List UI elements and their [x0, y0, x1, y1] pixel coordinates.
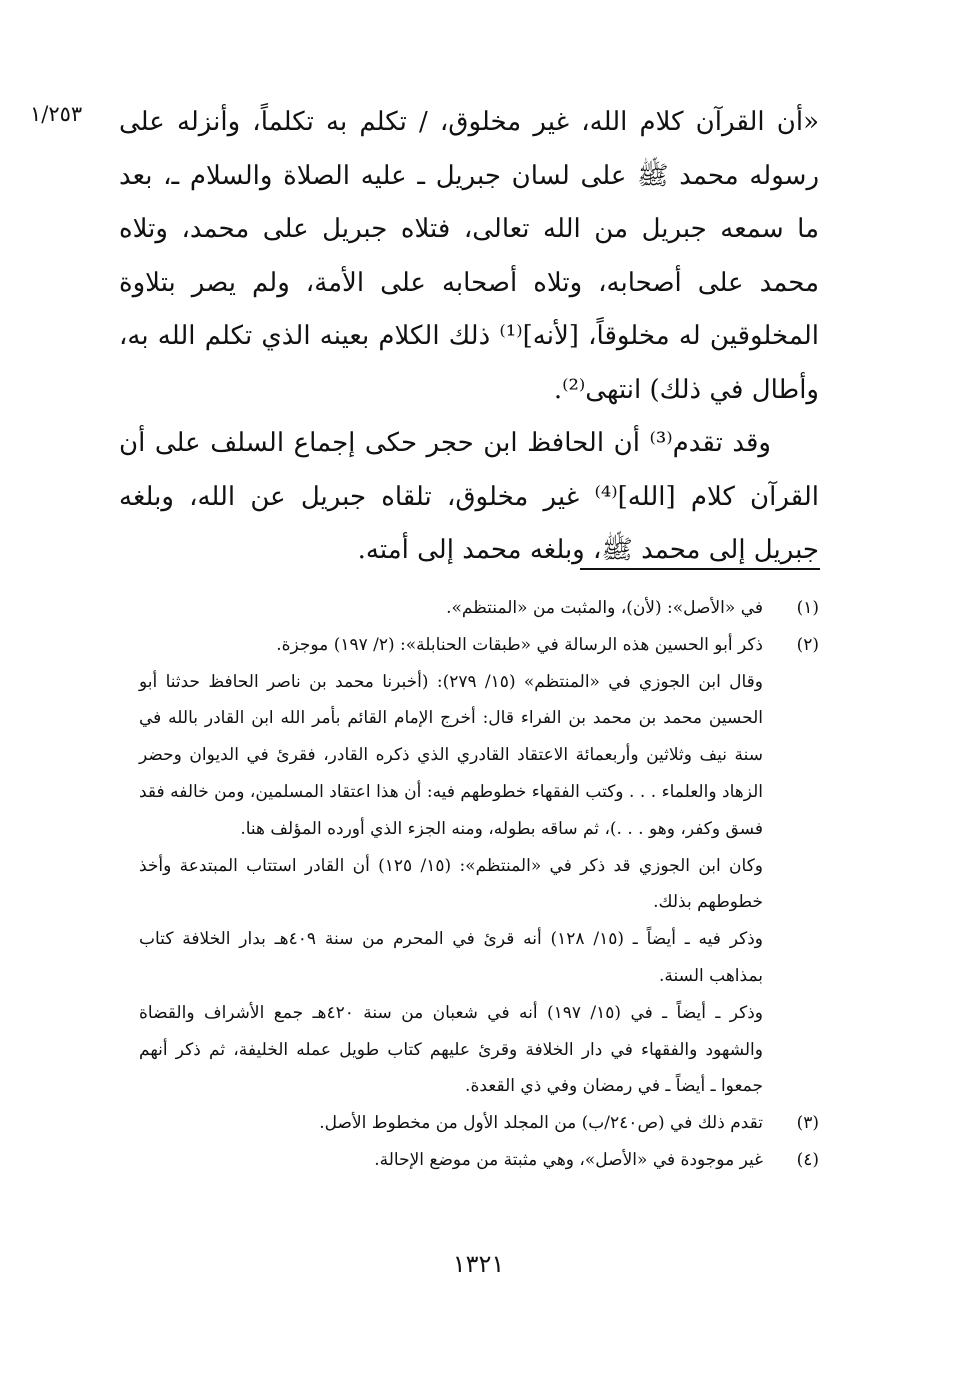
footnote-text: غير موجودة في «الأصل»، وهي مثبتة من موضع الإحالة.: [374, 1149, 763, 1170]
footnote-text: ذكر أبو الحسين هذه الرسالة في «طبقات الحنابلة»: (٢/ ١٩٧) موجزة.: [276, 634, 763, 655]
footnote-paragraph: وذكر ـ أيضاً ـ في (١٥/ ١٩٧) أنه في شعبان من سنة ٤٢٠هـ جمع الأشراف والقضاة والشهود والفقهاء في دار الخلافة وقرئ عليهم كتاب طويل عمله الخليفة، ثم ذكر أنهم جمعوا ـ أيضاً ـ في رمضان وفي ذي القعدة.: [139, 1002, 763, 1097]
footnote-separator: [580, 568, 820, 570]
footnote-paragraph: وقال ابن الجوزي في «المنتظم» (١٥/ ٢٧٩): (أخبرنا محمد بن ناصر الحافظ حدثنا أبو الحسين محمد بن محمد بن الفراء قال: أخرج الإمام القائم بأمر الله ابن القادر بالله في سنة نيف وثلاثين وأربعمائة الاعتقاد القادري الذي ذكره القادر، فقرئ في الديوان وحضر الزهاد والعلماء . . . وكتب الفقهاء خطوطهم فيه: أن هذا اعتقاد المسلمين، ومن خالفه فقد فسق وكفر، وهو . . .)، ثم ساقه بطوله، ومنه الجزء الذي أورده المؤلف هنا.: [139, 671, 763, 839]
footnote-2-continuation: [139, 664, 819, 1106]
margin-page-reference: ١/٢٥٣: [30, 102, 83, 126]
footnote-4: [139, 1142, 819, 1179]
footnote-paragraph: وذكر فيه ـ أيضاً ـ (١٥/ ١٢٨) أنه قرئ في المحرم من سنة ٤٠٩هـ بدار الخلافة كتاب بمذاهب السنة.: [139, 929, 763, 986]
main-text: [119, 96, 819, 578]
main-paragraph-2: وقد تقدم⁽³⁾ أن الحافظ ابن حجر حكى إجماع السلف على أن القرآن كلام [الله]⁽⁴⁾ غير مخلوق، تلقاه جبريل عن الله، وبلغه جبريل إلى محمد ﷺ، وبلغه محمد إلى أمته.: [119, 428, 819, 565]
footnote-text: في «الأصل»: (لأن)، والمثبت من «المنتظم».: [446, 598, 763, 618]
footnote-text: تقدم ذلك في (ص٢٤٠/ب) من المجلد الأول من مخطوط الأصل.: [319, 1113, 763, 1134]
page-number: ١٣٢١: [452, 1250, 505, 1278]
footnote-number: (٢): [796, 634, 819, 655]
footnote-number: (٣): [796, 1113, 819, 1134]
main-paragraph-1: «أن القرآن كلام الله، غير مخلوق، / تكلم به تكلماً، وأنزله على رسوله محمد ﷺ على لسان جبريل ـ عليه الصلاة والسلام ـ، بعد ما سمعه جبريل من الله تعالى، فتلاه جبريل على محمد، وتلاه محمد على أصحابه، وتلاه أصحابه على الأمة، ولم يصر بتلاوة المخلوقين له مخلوقاً، [لأنه]⁽¹⁾ ذلك الكلام بعينه الذي تكلم الله به، وأطال في ذلك) انتهى⁽²⁾.: [119, 107, 820, 405]
footnote-number: (١): [796, 598, 819, 618]
footnote-2: [139, 627, 819, 664]
footnote-1: [139, 590, 819, 627]
footnote-3: [139, 1105, 819, 1142]
footnote-number: (٤): [796, 1149, 819, 1170]
footnote-paragraph: وكان ابن الجوزي قد ذكر في «المنتظم»: (١٥/ ١٢٥) أن القادر استتاب المبتدعة وأخذ خطوطهم بذلك.: [139, 855, 763, 913]
footnotes: [139, 590, 819, 1179]
